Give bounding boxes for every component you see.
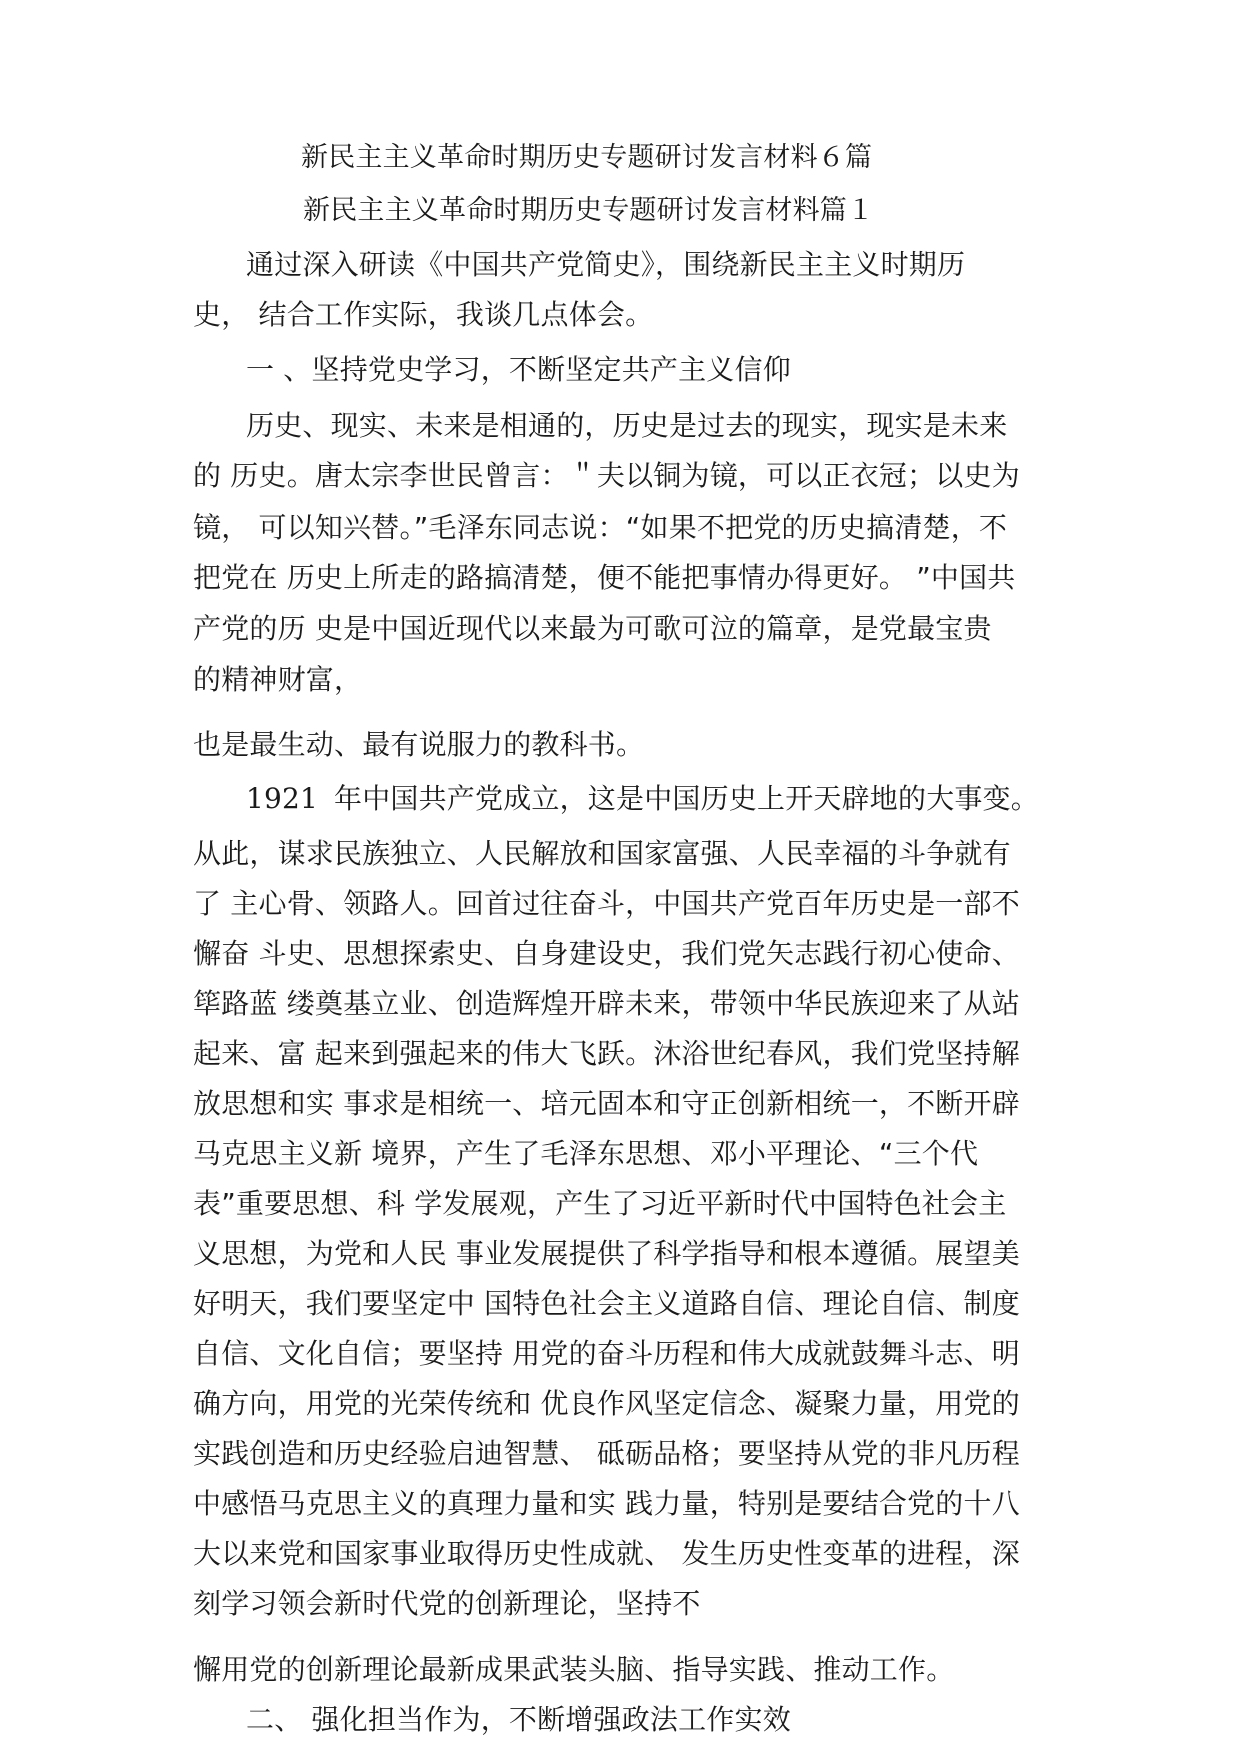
paragraph-line: 大以来党和国家事业取得历史性成就、 发生历史性变革的进程，深 xyxy=(193,1537,1020,1570)
paragraph-line: 镜， 可以知兴替。”毛泽东同志说：“如果不把党的历史搞清楚，不 xyxy=(193,511,1008,544)
paragraph-line: 的 历史。唐太宗李世民曾言：＂夫以铜为镜，可以正衣冠；以史为 xyxy=(193,459,1020,492)
paragraph-line: 把党在 历史上所走的路搞清楚，便不能把事情办得更好。 ”中国共 xyxy=(193,561,1016,594)
paragraph-line: 懈用党的创新理论最新成果武装头脑、指导实践、推动工作。 xyxy=(193,1653,955,1686)
paragraph-line: 产党的历 史是中国近现代以来最为可歌可泣的篇章，是党最宝贵 xyxy=(193,612,992,645)
paragraph-line: 从此，谋求民族独立、人民解放和国家富强、人民幸福的斗争就有 xyxy=(193,837,1011,870)
paragraph-line: 自信、文化自信；要坚持 用党的奋斗历程和伟大成就鼓舞斗志、明 xyxy=(193,1337,1020,1370)
paragraph-line: 放思想和实 事求是相统一、培元固本和守正创新相统一，不断开辟 xyxy=(193,1087,1020,1120)
paragraph-line: 确方向，用党的光荣传统和 优良作风坚定信念、凝聚力量，用党的 xyxy=(193,1387,1020,1420)
paragraph-line: 历史、现实、未来是相通的，历史是过去的现实，现实是未来 xyxy=(246,409,1008,442)
section-heading: 二、 强化担当作为，不断增强政法工作实效 xyxy=(246,1703,791,1736)
paragraph-line: 起来、富 起来到强起来的伟大飞跃。沐浴世纪春风，我们党坚持解 xyxy=(193,1037,1020,1070)
year-number: 1921 xyxy=(246,782,319,815)
document-title: 新民主主义革命时期历史专题研讨发言材料６篇 xyxy=(301,142,873,173)
paragraph-line: 懈奋 斗史、思想探索史、自身建设史，我们党矢志践行初心使命、 xyxy=(193,937,1020,970)
paragraph-line: 刻学习领会新时代党的创新理论，坚持不 xyxy=(193,1587,701,1620)
paragraph-line: 筚路蓝 缕奠基立业、创造辉煌开辟未来，带领中华民族迎来了从站 xyxy=(193,987,1020,1020)
paragraph-line: 年中国共产党成立，这是中国历史上开天辟地的大事变。 xyxy=(334,782,1040,815)
paragraph-line: 史， 结合工作实际，我谈几点体会。 xyxy=(193,298,654,331)
paragraph-line: 了 主心骨、领路人。回首过往奋斗，中国共产党百年历史是一部不 xyxy=(193,887,1020,920)
paragraph-line: 也是最生动、最有说服力的教科书。 xyxy=(193,728,645,761)
section-heading: 一 、坚持党史学习，不断坚定共产主义信仰 xyxy=(246,353,791,386)
paragraph-line: 义思想，为党和人民 事业发展提供了科学指导和根本遵循。展望美 xyxy=(193,1237,1020,1270)
paragraph-line: 马克思主义新 境界，产生了毛泽东思想、邓小平理论、“三个代 xyxy=(193,1137,979,1170)
paragraph-line: 的精神财富， xyxy=(193,663,363,696)
paragraph-line: 实践创造和历史经验启迪智慧、 砥砺品格；要坚持从党的非凡历程 xyxy=(193,1437,1020,1470)
paragraph-line: 中感悟马克思主义的真理力量和实 践力量，特别是要结合党的十八 xyxy=(193,1487,1020,1520)
paragraph-line: 通过深入研读《中国共产党简史》，围绕新民主主义时期历 xyxy=(246,248,966,281)
paragraph-line: 表”重要思想、科 学发展观，产生了习近平新时代中国特色社会主 xyxy=(193,1187,1007,1220)
paragraph-line: 好明天，我们要坚定中 国特色社会主义道路自信、理论自信、制度 xyxy=(193,1287,1020,1320)
document-subtitle: 新民主主义革命时期历史专题研讨发言材料篇１ xyxy=(303,195,875,226)
